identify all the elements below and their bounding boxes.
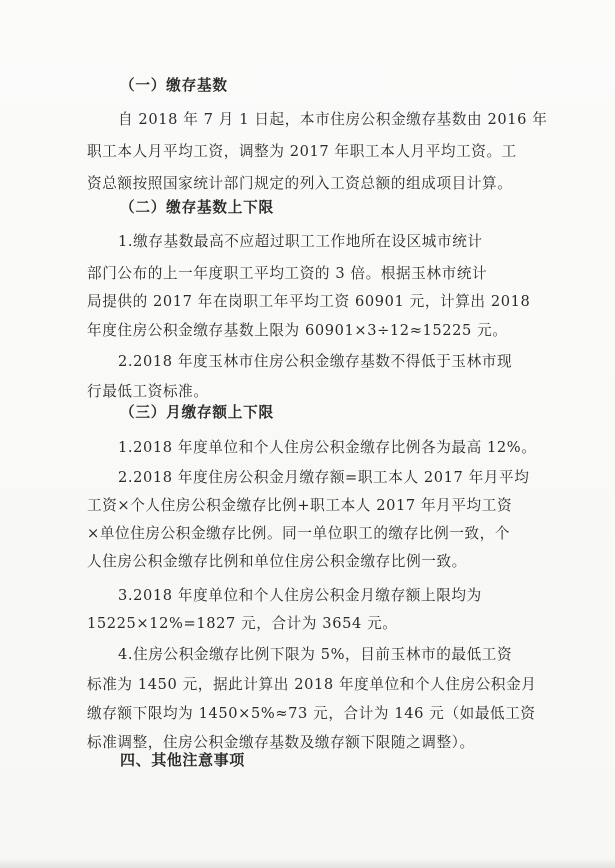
paragraph-line: 1.缴存基数最高不应超过职工工作地所在设区城市统计 [118, 233, 483, 250]
paragraph-line: 2.2018 年度住房公积金月缴存额=职工本人 2017 年月平均 [118, 469, 530, 486]
paragraph-line: 1.2018 年度单位和个人住房公积金缴存比例各为最高 12%。 [118, 439, 537, 456]
paragraph-line: 资总额按照国家统计部门规定的列入工资总额的组成项目计算。 [87, 175, 513, 192]
paragraph-line: 3.2018 年度单位和个人住房公积金月缴存额上限均为 [118, 587, 482, 604]
paragraph-line: 行最低工资标准。 [87, 383, 209, 400]
paragraph-line: 缴存额下限均为 1450×5%≈73 元，合计为 146 元（如最低工资 [87, 705, 536, 722]
paragraph-line: 2.2018 年度玉林市住房公积金缴存基数不得低于玉林市现 [118, 353, 513, 370]
paragraph-line: 人住房公积金缴存比例和单位住房公积金缴存比例一致。 [87, 553, 467, 570]
section-heading-base: （一）缴存基数 [120, 77, 228, 94]
section-heading-monthly: （三）月缴存额上下限 [120, 404, 274, 421]
paragraph-line: 标准为 1450 元，据此计算出 2018 年度单位和个人住房公积金月 [87, 676, 537, 693]
paragraph-line: 4.住房公积金缴存比例下限为 5%，目前玉林市的最低工资 [118, 646, 513, 663]
scan-shadow [0, 858, 615, 868]
paragraph-line: 年度住房公积金缴存基数上限为 60901×3÷12≈15225 元。 [87, 322, 508, 339]
paragraph-line: 部门公布的上一年度职工平均工资的 3 倍。根据玉林市统计 [87, 265, 488, 282]
paragraph-line: ×单位住房公积金缴存比例。同一单位职工的缴存比例一致，个 [87, 525, 511, 542]
paragraph-line: 职工本人月平均工资，调整为 2017 年职工本人月平均工资。工 [87, 143, 517, 160]
paragraph-line: 标准调整，住房公积金缴存基数及缴存额下限随之调整）。 [87, 734, 475, 751]
section-heading-limits: （二）缴存基数上下限 [120, 199, 274, 216]
section-heading-other: 四、其他注意事项 [120, 751, 245, 769]
paragraph-line: 局提供的 2017 年在岗职工年平均工资 60901 元，计算出 2018 [87, 293, 531, 310]
paragraph-line: 15225×12%=1827 元，合计为 3654 元。 [87, 615, 398, 632]
paragraph-line: 自 2018 年 7 月 1 日起，本市住房公积金缴存基数由 2016 年 [118, 111, 548, 128]
paragraph-line: 工资×个人住房公积金缴存比例+职工本人 2017 年月平均工资 [87, 497, 513, 514]
